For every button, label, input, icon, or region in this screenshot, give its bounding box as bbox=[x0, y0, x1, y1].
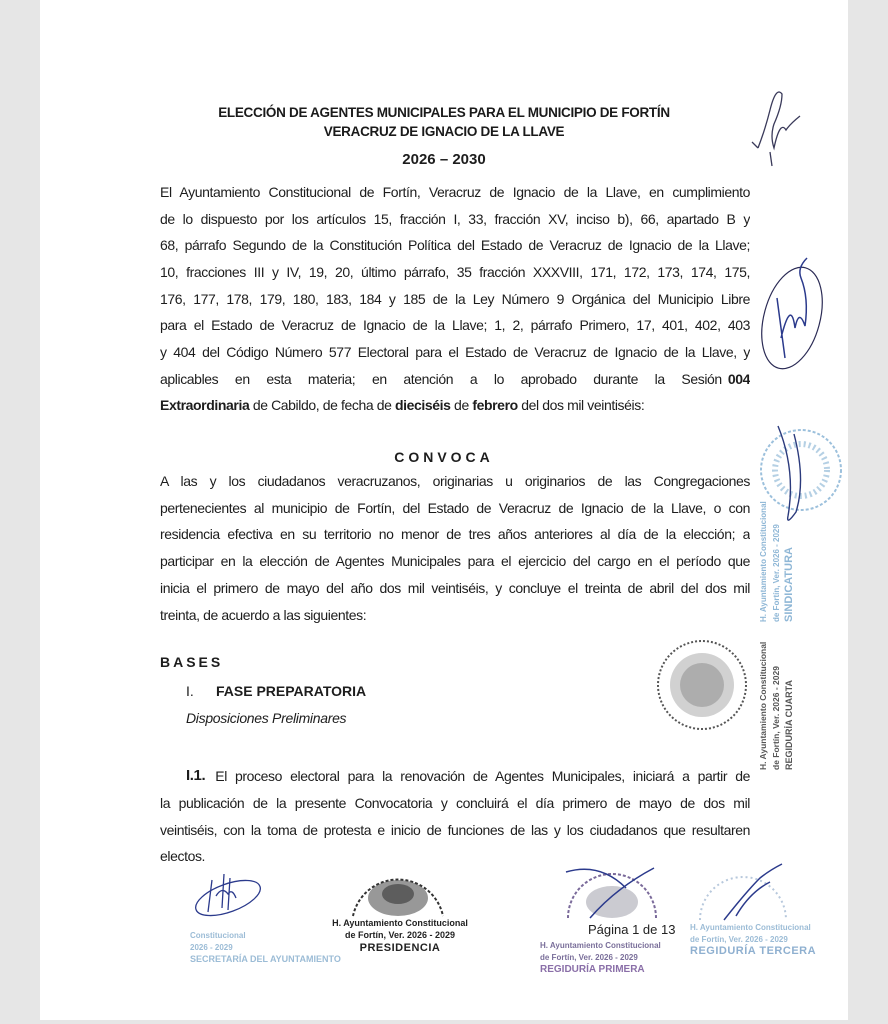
preamble-line: de lo dispuesto por los artículos 15, fracción I, 33, fracción XV, inciso b), 66, apartado B y bbox=[160, 211, 750, 227]
regiduria-primera-seal bbox=[560, 862, 660, 920]
preamble-text: del dos mil veintiséis: bbox=[517, 397, 645, 413]
sindicatura-stamp-line-3: SINDICATURA bbox=[783, 547, 795, 622]
section-subtitle: Disposiciones Preliminares bbox=[186, 710, 347, 726]
section-title: FASE PREPARATORIA bbox=[216, 683, 367, 699]
convoca-line: treinta, de acuerdo a las siguientes: bbox=[160, 607, 367, 623]
regiduria-tercera-line-3: REGIDURÍA TERCERA bbox=[690, 945, 817, 957]
session-type: Extraordinaria bbox=[160, 397, 250, 413]
regiduria-primera-line-2: de Fortín, Ver. 2026 - 2029 bbox=[540, 953, 638, 962]
preamble-line bbox=[160, 369, 750, 389]
document-period: 2026 – 2030 bbox=[402, 151, 486, 168]
convoca-line: inicia el primero de mayo del año dos mil veintiséis, y concluye el treinta de abril del dos mil bbox=[160, 580, 750, 596]
regiduria-primera-line-1: H. Ayuntamiento Constitucional bbox=[540, 941, 661, 950]
preamble-line: El Ayuntamiento Constitucional de Fortín, Veracruz de Ignacio de la Llave, en cumplimiento bbox=[160, 184, 750, 200]
clause-line bbox=[160, 766, 750, 786]
regiduria-tercera-line-2: de Fortín, Ver. 2026 - 2029 bbox=[690, 935, 788, 944]
regiduria-cuarta-line-2: de Fortín, Ver. 2026 - 2029 bbox=[771, 666, 781, 770]
clause-line: la publicación de la presente Convocatoria y concluirá el día primero de mayo de dos mil bbox=[160, 795, 750, 811]
page-number: Página 1 de 13 bbox=[588, 922, 676, 937]
convoca-line: participar en la elección de Agentes Municipales para el ejercicio del cargo en el período que bbox=[160, 553, 750, 569]
section-number: I. bbox=[186, 683, 194, 699]
presidencia-stamp-line-3: PRESIDENCIA bbox=[359, 942, 441, 954]
clause-line: electos. bbox=[160, 848, 206, 864]
secretaria-stamp-line-1: Constitucional bbox=[190, 931, 246, 940]
secretaria-signature bbox=[190, 866, 270, 928]
preamble-line: 10, fracciones III y IV, 19, 20, último párrafo, 35 fracción XXXVIII, 171, 172, 173, 174, 175, bbox=[160, 264, 750, 280]
preamble-line-text: aplicables en esta materia; en atención a lo aprobado durante la Sesión bbox=[160, 371, 722, 387]
convoca-line: pertenecientes al municipio de Fortín, del Estado de Veracruz de Ignacio de la Llave, o con bbox=[160, 500, 750, 516]
preamble-line bbox=[160, 395, 750, 415]
document-page bbox=[40, 0, 848, 1020]
presidencia-stamp-line-2: de Fortín, Ver. 2026 - 2029 bbox=[344, 930, 456, 940]
presidencia-stamp-line-1: H. Ayuntamiento Constitucional bbox=[332, 918, 468, 928]
document-title-line-2: VERACRUZ DE IGNACIO DE LA LLAVE bbox=[323, 124, 565, 139]
preamble-line: para el Estado de Veracruz de Ignacio de la Llave; 1, 2, párrafo Primero, 17, 401, 402, 403 bbox=[160, 317, 750, 333]
clause-line: veintiséis, con la toma de protesta e inicio de funciones de las y los ciudadanos que resultaren bbox=[160, 822, 750, 838]
session-number: 004 bbox=[727, 371, 750, 387]
preamble-text: de Cabildo, de fecha de bbox=[249, 397, 395, 413]
preamble-line: 68, párrafo Segundo de la Constitución Política del Estado de Veracruz de Ignacio de la Llave; bbox=[160, 237, 750, 253]
convoca-line: A las y los ciudadanos veracruzanos, originarias u originarios de las Congregaciones bbox=[160, 473, 750, 489]
regiduria-cuarta-line-1: H. Ayuntamiento Constitucional bbox=[758, 641, 768, 770]
secretaria-stamp-line-3: SECRETARÍA DEL AYUNTAMIENTO bbox=[190, 954, 341, 964]
clause-number: I.1. bbox=[186, 767, 206, 784]
regiduria-primera-line-3: REGIDURÍA PRIMERA bbox=[540, 964, 645, 975]
secretaria-stamp-line-2: 2026 - 2029 bbox=[190, 943, 233, 952]
preamble-line: y 404 del Código Número 577 Electoral para el Estado de Veracruz de Ignacio de la Llave, y bbox=[160, 344, 750, 360]
regiduria-cuarta-line-3: REGIDURÍA CUARTA bbox=[784, 680, 794, 770]
signature-mark bbox=[730, 80, 810, 170]
bases-heading: BASES bbox=[160, 654, 224, 670]
sindicatura-stamp bbox=[756, 420, 846, 530]
convoca-line: residencia efectiva en su territorio no menor de tres años anteriores al día de la elección; a bbox=[160, 526, 750, 542]
signature-mark bbox=[752, 238, 832, 378]
sindicatura-stamp-line-2: de Fortín, Ver. 2026 - 2029 bbox=[772, 524, 781, 622]
preamble-line: 176, 177, 178, 179, 180, 183, 184 y 185 de la Ley Número 9 Orgánica del Municipio Libre bbox=[160, 291, 750, 307]
document-title-line-1: ELECCIÓN DE AGENTES MUNICIPALES PARA EL MUNICIPIO DE FORTÍN bbox=[218, 105, 670, 120]
presidencia-seal bbox=[343, 858, 453, 918]
convoca-heading: CONVOCA bbox=[394, 449, 494, 465]
preamble-text: de bbox=[450, 397, 473, 413]
regiduria-cuarta-seal bbox=[652, 625, 752, 745]
session-month: febrero bbox=[472, 397, 518, 413]
clause-text: El proceso electoral para la renovación de Agentes Municipales, iniciará a partir de bbox=[215, 768, 750, 784]
regiduria-tercera-seal bbox=[690, 862, 800, 922]
session-day: dieciséis bbox=[395, 397, 451, 413]
sindicatura-stamp-line-1: H. Ayuntamiento Constitucional bbox=[759, 501, 768, 622]
regiduria-tercera-line-1: H. Ayuntamiento Constitucional bbox=[690, 923, 811, 932]
